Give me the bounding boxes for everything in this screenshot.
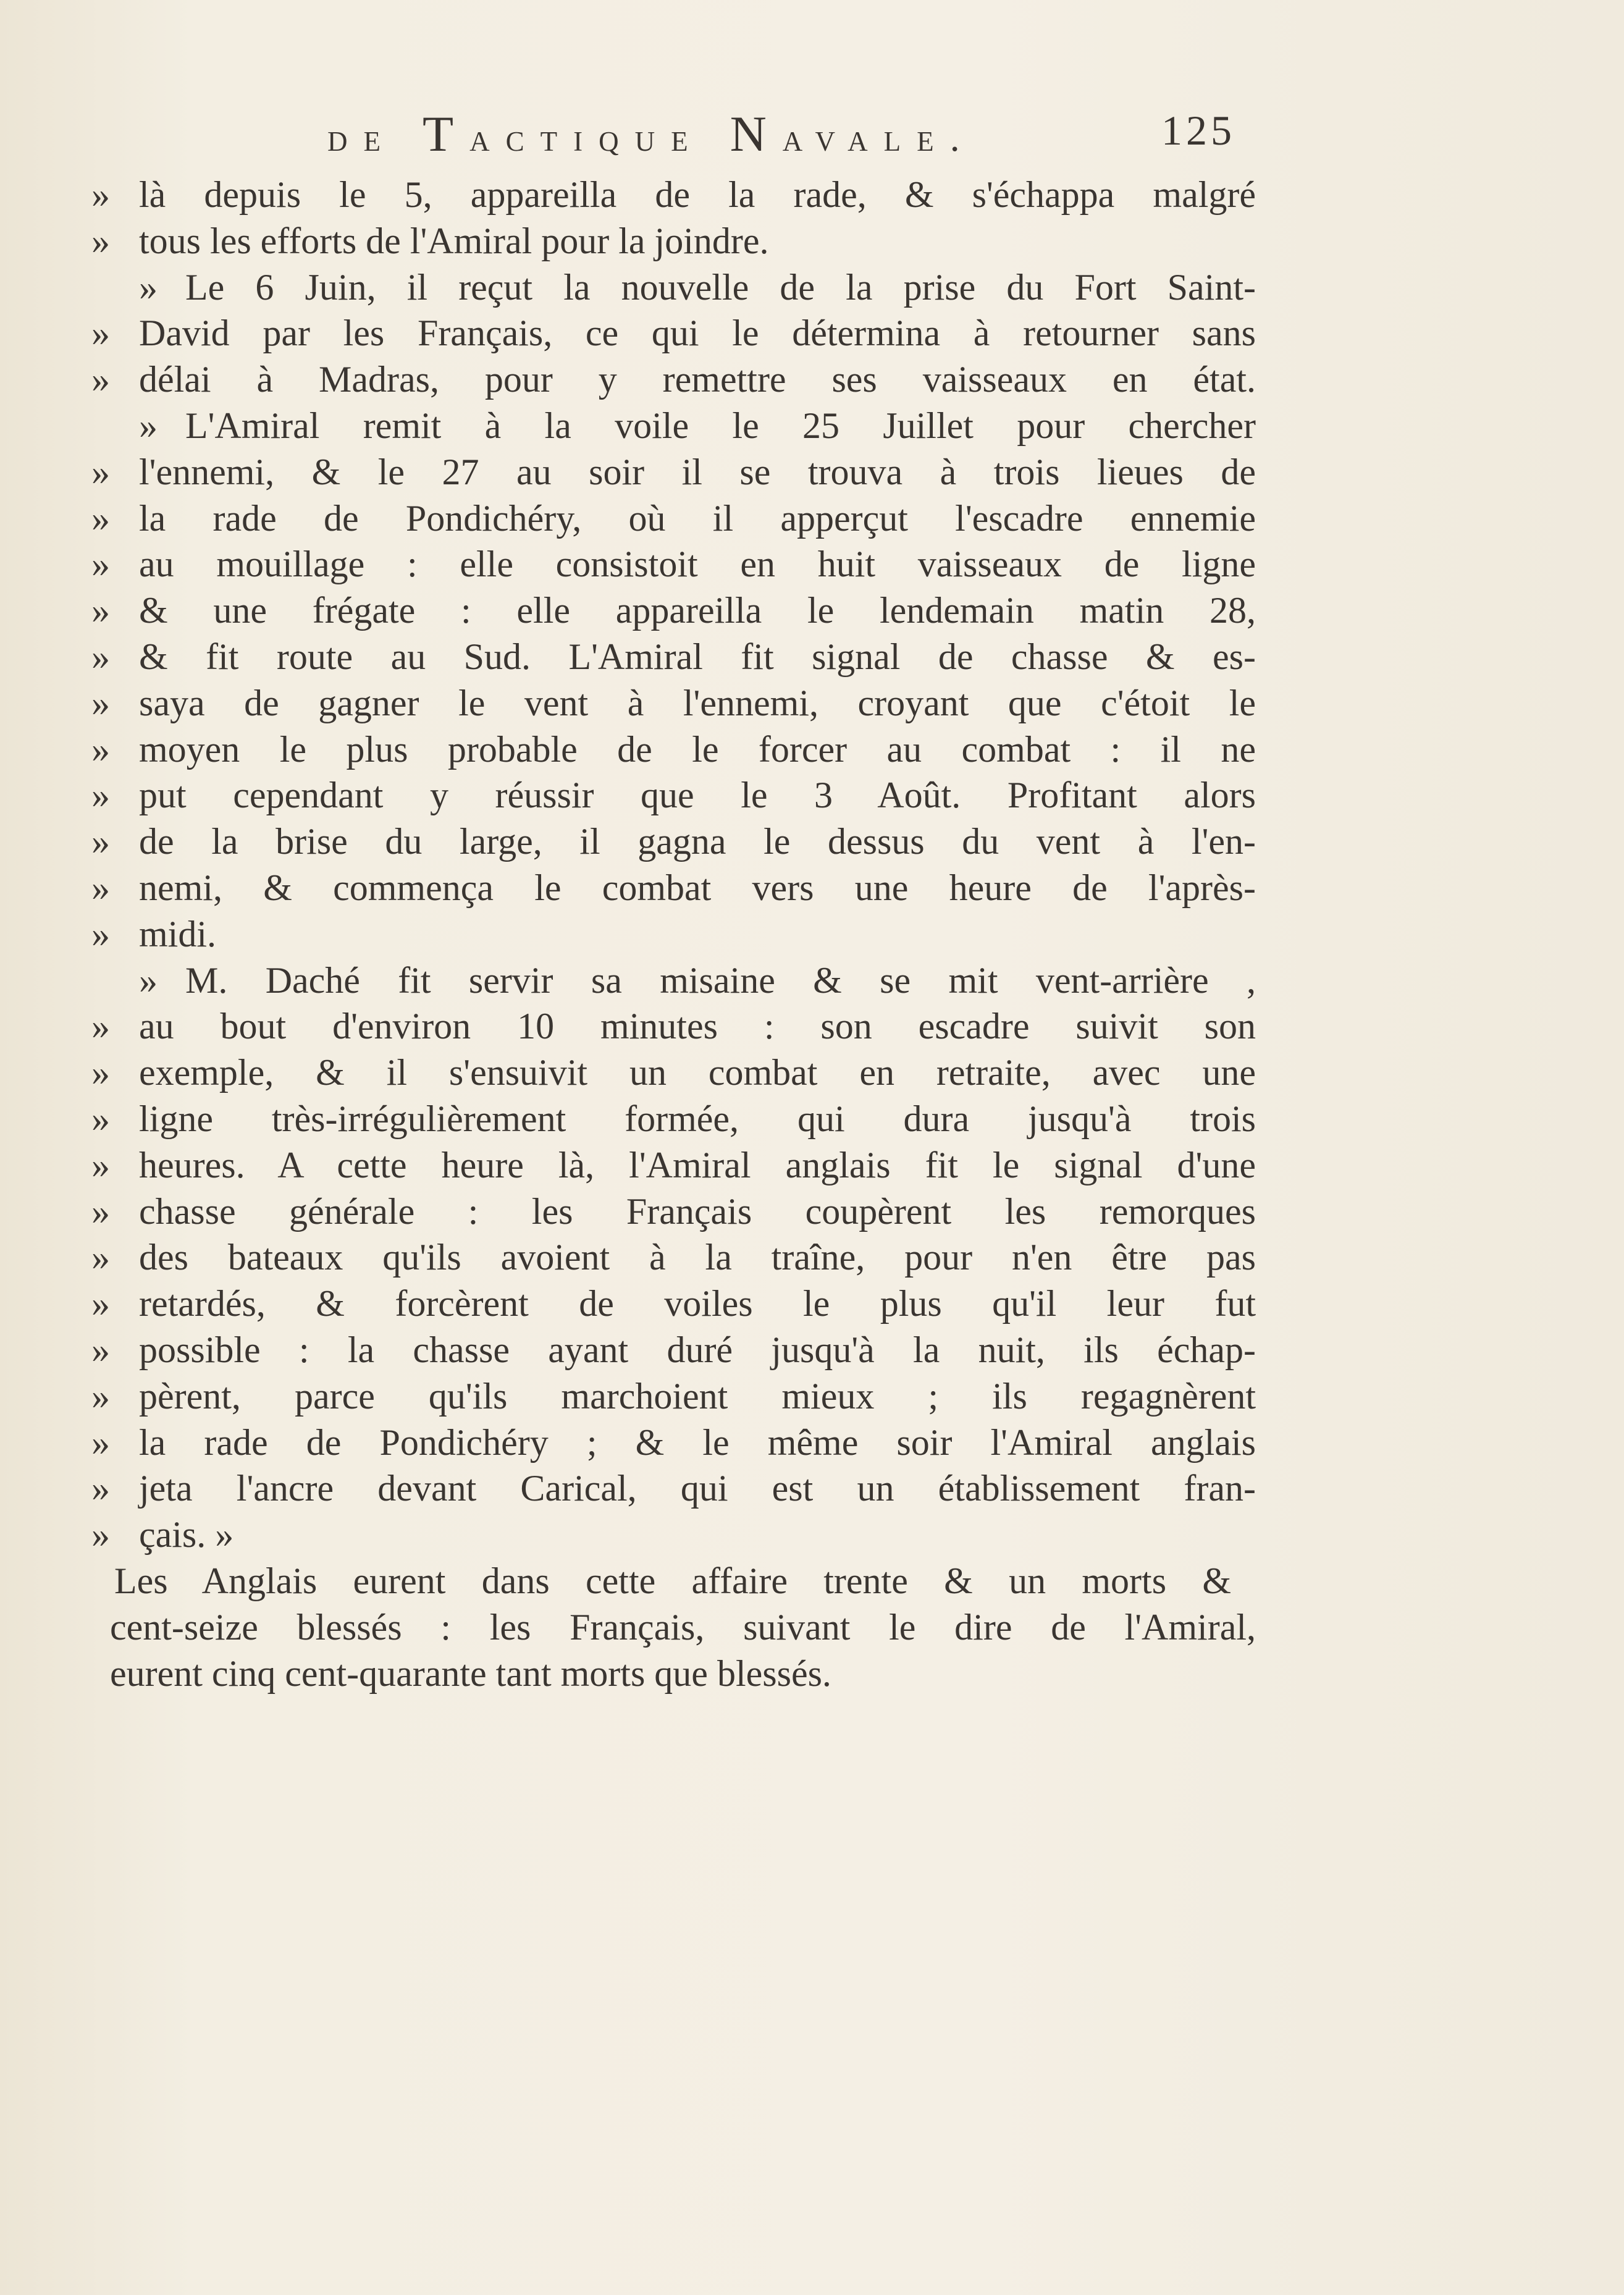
text-line	[0, 909, 1624, 959]
text-line	[0, 1325, 1624, 1375]
running-head	[327, 105, 976, 163]
quote-mark: »	[91, 359, 110, 400]
text-line	[0, 539, 1624, 589]
line-text: tous les efforts de l'Amiral pour la joindre.	[139, 221, 769, 261]
line-text: David par les Français, ce qui le détermina à retourner sans	[139, 313, 1256, 353]
quote-mark: »	[91, 775, 110, 815]
quote-mark: »	[91, 174, 110, 215]
line-text: & une frégate : elle appareilla le lendemain matin 28,	[139, 590, 1256, 631]
quote-mark: »	[91, 1283, 110, 1324]
text-line	[0, 170, 1624, 219]
quote-mark: »	[91, 590, 110, 631]
text-line	[0, 863, 1624, 912]
text-line	[0, 1649, 1624, 1698]
text-line	[0, 401, 1624, 450]
quote-mark: »	[91, 452, 110, 492]
line-text: put cependant y réussir que le 3 Août. Profitant alors	[139, 775, 1256, 815]
page-number: 125	[1161, 107, 1235, 154]
text-line	[0, 1279, 1624, 1328]
line-text: nemi, & commença le combat vers une heure de l'après-	[139, 867, 1256, 908]
quote-mark: »	[139, 960, 158, 1001]
text-line	[0, 632, 1624, 681]
text-line	[0, 1140, 1624, 1190]
quote-mark: »	[91, 313, 110, 353]
line-text: cent-seize blessés : les Français, suivant le dire de l'Amiral,	[110, 1607, 1256, 1648]
line-text: exemple, & il s'ensuivit un combat en retraite, avec une	[139, 1052, 1256, 1093]
line-text: saya de gagner le vent à l'ennemi, croyant que c'étoit le	[139, 683, 1256, 723]
line-text: moyen le plus probable de le forcer au combat : il ne	[139, 729, 1256, 770]
text-line	[0, 355, 1624, 404]
quote-mark: »	[91, 1422, 110, 1463]
text-line	[0, 770, 1624, 820]
text-line	[0, 956, 1624, 1005]
running-head-initial-2: N	[730, 106, 783, 162]
quote-mark: »	[91, 1145, 110, 1185]
line-text: chasse générale : les Français coupèrent les remorques	[139, 1191, 1256, 1232]
quote-mark: »	[91, 636, 110, 677]
quote-mark: »	[139, 405, 158, 446]
line-text: l'ennemi, & le 27 au soir il se trouva à trois lieues de	[139, 452, 1256, 492]
line-text: & fit route au Sud. L'Amiral fit signal de chasse & es-	[139, 636, 1256, 677]
line-text: la rade de Pondichéry, où il apperçut l'escadre ennemie	[139, 498, 1256, 539]
line-text: au bout d'environ 10 minutes : son escadre suivit son	[139, 1006, 1256, 1046]
line-text: possible : la chasse ayant duré jusqu'à la nuit, ils échap-	[139, 1329, 1256, 1370]
line-text: la rade de Pondichéry ; & le même soir l'Amiral anglais	[139, 1422, 1256, 1463]
line-text: là depuis le 5, appareilla de la rade, & s'échappa malgré	[139, 174, 1256, 215]
text-line	[0, 1371, 1624, 1421]
line-text: M. Daché fit servir sa misaine & se mit vent-arrière ,	[185, 960, 1256, 1001]
text-line	[0, 1418, 1624, 1467]
running-head-prefix: de	[327, 116, 397, 159]
line-text: pèrent, parce qu'ils marchoient mieux ; ils regagnèrent	[139, 1376, 1256, 1417]
line-text: eurent cinq cent-quarante tant morts que blessés.	[110, 1653, 831, 1694]
running-head-word-2: avale.	[782, 116, 976, 159]
quote-mark: »	[91, 867, 110, 908]
quote-mark: »	[91, 683, 110, 723]
quote-mark: »	[91, 544, 110, 584]
line-text: des bateaux qu'ils avoient à la traîne, pour n'en être pas	[139, 1237, 1256, 1278]
text-line	[0, 263, 1624, 312]
quote-mark: »	[91, 821, 110, 862]
quote-mark: »	[91, 1098, 110, 1139]
text-line	[0, 678, 1624, 728]
quote-mark: »	[139, 267, 158, 308]
running-head-initial-1: T	[423, 106, 470, 162]
quote-mark: »	[91, 1514, 110, 1555]
text-line	[0, 1232, 1624, 1282]
line-text: heures. A cette heure là, l'Amiral anglais fit le signal d'une	[139, 1145, 1256, 1185]
line-text: au mouillage : elle consistoit en huit vaisseaux de ligne	[139, 544, 1256, 584]
text-line	[0, 586, 1624, 635]
running-head-word-1: actique	[469, 116, 730, 159]
text-line	[0, 817, 1624, 866]
line-text: Les Anglais eurent dans cette affaire trente & un morts &	[114, 1560, 1231, 1601]
text-line	[0, 308, 1624, 358]
line-text: L'Amiral remit à la voile le 25 Juillet pour chercher	[185, 405, 1256, 446]
text-line	[0, 1602, 1624, 1652]
text-line	[0, 1094, 1624, 1143]
quote-mark: »	[91, 1468, 110, 1509]
text-line	[0, 725, 1624, 774]
quote-mark: »	[91, 1376, 110, 1417]
quote-mark: »	[91, 1237, 110, 1278]
line-text: Le 6 Juin, il reçut la nouvelle de la prise du Fort Saint-	[185, 267, 1256, 308]
line-text: jeta l'ancre devant Carical, qui est un établissement fran-	[139, 1468, 1256, 1509]
quote-mark: »	[91, 1191, 110, 1232]
text-line	[0, 216, 1624, 266]
quote-mark: »	[91, 1006, 110, 1046]
text-line	[0, 1048, 1624, 1097]
line-text: de la brise du large, il gagna le dessus du vent à l'en-	[139, 821, 1256, 862]
quote-mark: »	[91, 1052, 110, 1093]
quote-mark: »	[91, 1329, 110, 1370]
text-line	[0, 1510, 1624, 1559]
quote-mark: »	[91, 729, 110, 770]
line-text: çais. »	[139, 1514, 234, 1555]
text-line	[0, 1187, 1624, 1236]
text-line	[0, 447, 1624, 497]
quote-mark: »	[91, 221, 110, 261]
line-text: ligne très-irrégulièrement formée, qui dura jusqu'à trois	[139, 1098, 1256, 1139]
line-text: retardés, & forcèrent de voiles le plus qu'il leur fut	[139, 1283, 1256, 1324]
quote-mark: »	[91, 914, 110, 954]
text-line	[0, 1463, 1624, 1513]
text-line	[0, 494, 1624, 543]
line-text: délai à Madras, pour y remettre ses vaisseaux en état.	[139, 359, 1256, 400]
text-line	[0, 1556, 1624, 1606]
text-line	[0, 1001, 1624, 1051]
line-text: midi.	[139, 914, 217, 954]
quote-mark: »	[91, 498, 110, 539]
